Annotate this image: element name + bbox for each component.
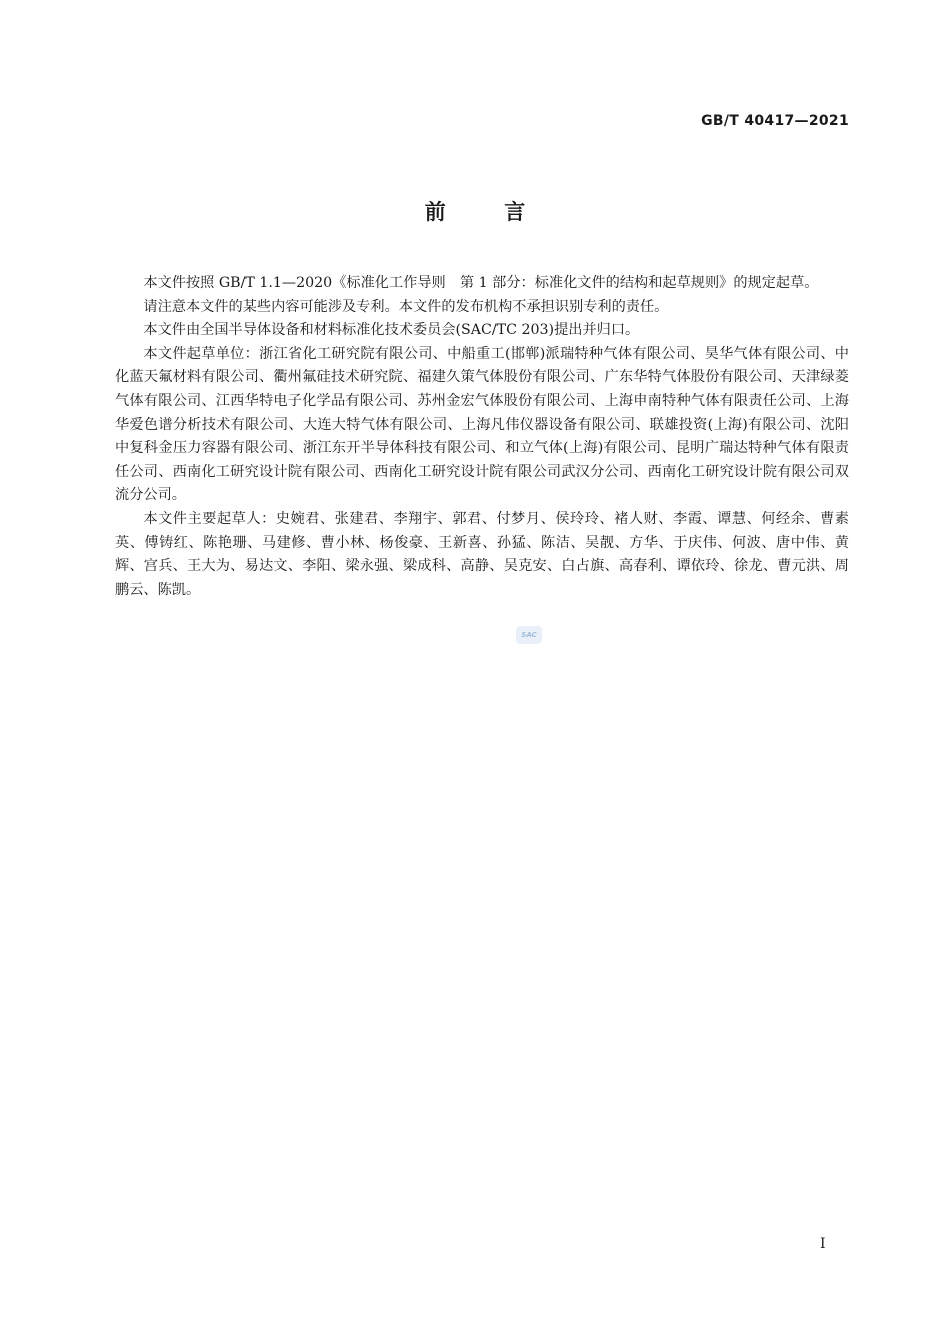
paragraph-proposer: 本文件由全国半导体设备和材料标准化技术委员会(SAC/TC 203)提出并归口。	[143, 322, 640, 339]
page-number: I	[820, 1236, 826, 1252]
standard-number: GB/T 40417—2021	[701, 113, 849, 129]
paragraph-patent-notice: 请注意本文件的某些内容可能涉及专利。本文件的发布机构不承担识别专利的责任。	[143, 298, 669, 315]
paragraph-drafting-units: 本文件起草单位：浙江省化工研究院有限公司、中船重工(邯郸)派瑞特种气体有限公司、昊华气体有限公司、中化蓝天氟材料有限公司、衢州氟硅技术研究院、福建久策气体股份有限公司、广东华特气体股份有限公司、天津绿菱气体有限公司、江西华特电子化学品有限公司、苏州金宏气体股份有限公司、上海申南特种气体有限责任公司、上海华爱色谱分析技术有限公司、大连大特气体有限公司、上海凡伟仪器设备有限公司、联雄投资(上海)有限公司、沈阳中复科金压力容器有限公司、浙江东开半导体科技有限公司、和立气体(上海)有限公司、昆明广瑞达特种气体有限责任公司、西南化工研究设计院有限公司、西南化工研究设计院有限公司武汉分公司、西南化工研究设计院有限公司双流分公司。	[115, 345, 849, 504]
sac-watermark-logo: SAC	[516, 626, 542, 644]
page-title: 前 言	[424, 200, 526, 224]
paragraph-drafters: 本文件主要起草人：史婉君、张建君、李翔宇、郭君、付梦月、侯玲玲、褚人财、李霞、谭慧、何经余、曹素英、傅铸红、陈艳珊、马建修、曹小林、杨俊豪、王新喜、孙猛、陈洁、吴靓、方华、于庆伟、何波、唐中伟、黄辉、宫兵、王大为、易达文、李阳、梁永强、梁成科、高静、吴克安、白占旗、高春利、谭依玲、徐龙、曹元洪、周鹏云、陈凯。	[115, 510, 849, 598]
foreword-body	[115, 272, 849, 602]
paragraph-drafting-rules: 本文件按照 GB/T 1.1—2020《标准化工作导则 第 1 部分：标准化文件的结构和起草规则》的规定起草。	[143, 275, 819, 291]
